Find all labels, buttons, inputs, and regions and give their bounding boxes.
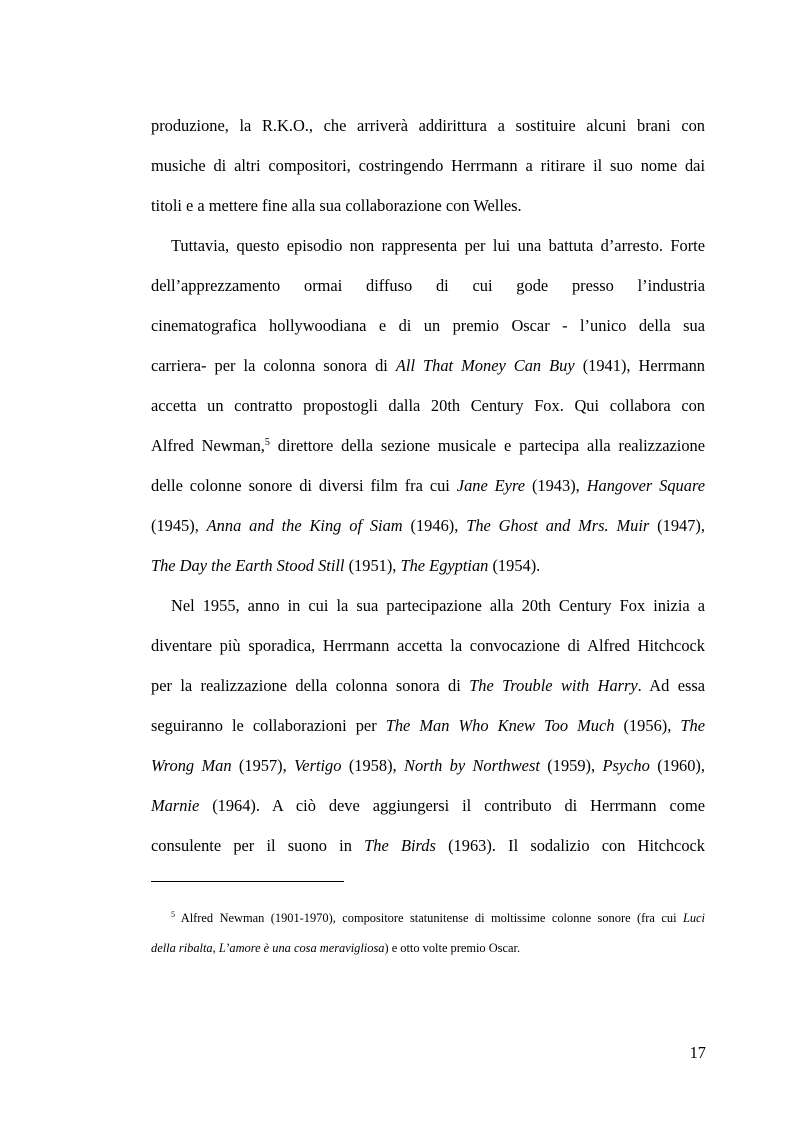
film-title: Marnie [151,796,200,815]
film-title: The Day the Earth Stood Still [151,556,345,575]
paragraph-2-line-9: The Day the Earth Stood Still (1951), The Egyptian (1954). [151,556,541,575]
paragraph-3-line-5: Wrong Man (1957), Vertigo (1958), North by Northwest (1959), Psycho (1960), [151,756,705,775]
film-title: The Egyptian [400,556,489,575]
film-title: The [680,716,705,735]
film-title: Anna and the King of Siam [206,516,403,535]
paragraph-2-line-1: Tuttavia, questo episodio non rappresenta per lui una battuta d’arresto. Forte [171,236,705,255]
paragraph-2-line-6: Alfred Newman,$^5$ direttore della sezione musicale e partecipa alla realizzazione [151,436,705,455]
film-title: Wrong Man [151,756,232,775]
film-title: All That Money Can Buy [395,356,575,375]
film-title: The Ghost and Mrs. Muir [466,516,650,535]
footnote-line-1: $^5$ Alfred Newman (1901-1970), compositore statunitense di moltissime colonne sonore (fra cui Luci [171,910,705,925]
paragraph-2-line-4: carriera- per la colonna sonora di All That Money Can Buy (1941), Herrmann [151,356,705,375]
footnote-mark: 5 [171,910,175,919]
page-number: 17 [689,1043,706,1062]
paragraph-3-line-3: per la realizzazione della colonna sonora di The Trouble with Harry. Ad essa [151,676,706,695]
film-title: Vertigo [294,756,342,775]
footnote-reference[interactable]: 5 [264,437,270,448]
film-title: The Trouble with Harry [469,676,638,695]
paragraph-1-line-1: produzione, la R.K.O., che arriverà addirittura a sostituire alcuni brani con [151,116,705,135]
film-title: Jane Eyre [456,476,526,495]
paragraph-2-line-7: delle colonne sonore di diversi film fra cui Jane Eyre (1943), Hangover Square [151,476,705,495]
paragraph-1-line-3: titoli e a mettere fine alla sua collaborazione con Welles. [151,196,522,215]
paragraph-3-line-6: Marnie (1964). A ciò deve aggiungersi il contributo di Herrmann come [151,796,705,815]
paragraph-2-line-2: dell’apprezzamento ormai diffuso di cui gode presso l’industria [151,276,705,295]
footnote-separator [151,881,344,882]
paragraph-3-line-4: seguiranno le collaborazioni per The Man Who Knew Too Much (1956), The [151,716,705,735]
film-title: The Birds [364,836,436,855]
film-title: Luci [682,911,705,925]
paragraph-1-line-2: musiche di altri compositori, costringendo Herrmann a ritirare il suo nome dai [151,156,705,175]
film-title: The Man Who Knew Too Much [385,716,615,735]
paragraph-2-line-3: cinematografica hollywoodiana e di un premio Oscar - l’unico della sua [151,316,705,335]
film-title: Hangover Square [586,476,705,495]
paragraph-3-line-1: Nel 1955, anno in cui la sua partecipazione alla 20th Century Fox inizia a [171,596,705,615]
footnote-line-2: della ribalta, L’amore è una cosa meravigliosa) e otto volte premio Oscar. [151,941,521,955]
film-title: L’amore è una cosa meravigliosa [218,941,385,955]
film-title: Psycho [602,756,650,775]
paragraph-2-line-5: accetta un contratto propostogli dalla 20th Century Fox. Qui collabora con [151,396,705,415]
film-title: della ribalta [151,941,213,955]
film-title: North by Northwest [404,756,540,775]
paragraph-3-line-7: consulente per il suono in The Birds (1963). Il sodalizio con Hitchcock [151,836,705,855]
paragraph-3-line-2: diventare più sporadica, Herrmann accetta la convocazione di Alfred Hitchcock [151,636,705,655]
paragraph-2-line-8: (1945), Anna and the King of Siam (1946), The Ghost and Mrs. Muir (1947), [151,516,705,535]
